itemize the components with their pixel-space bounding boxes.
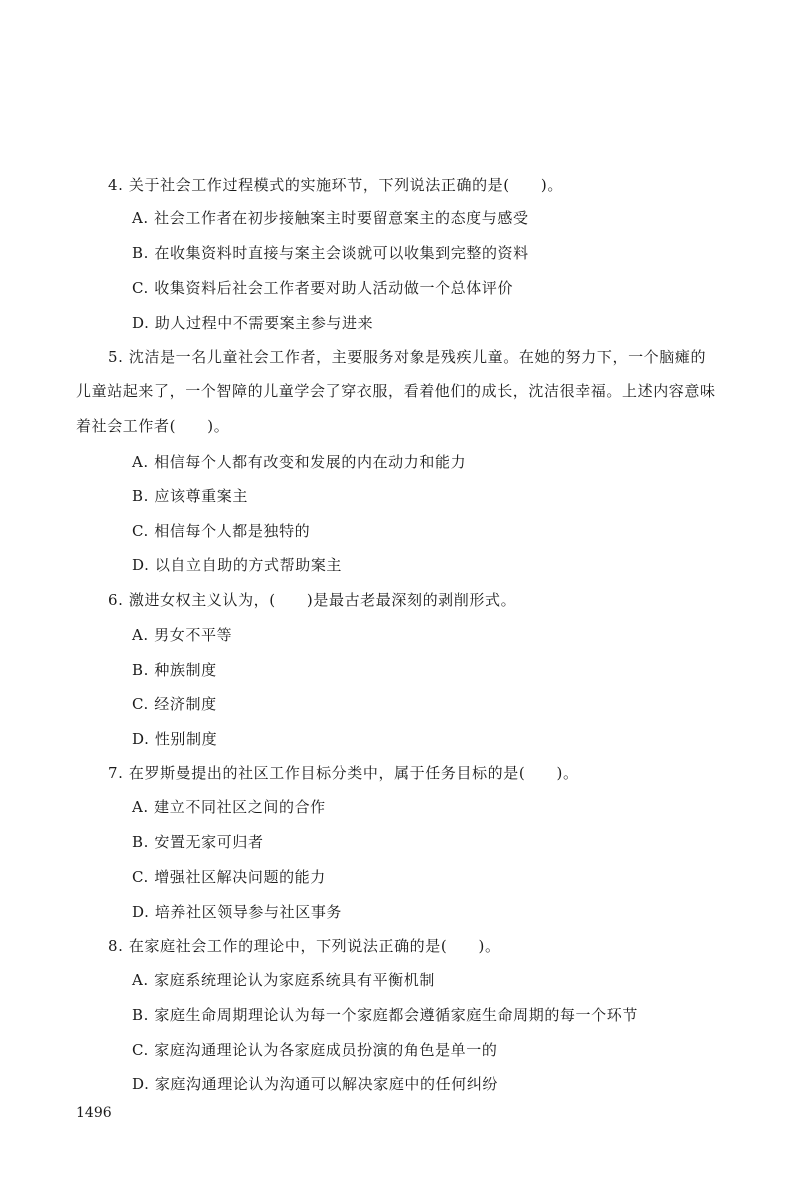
question-4-option-b: B. 在收集资料时直接与案主会谈就可以收集到完整的资料: [132, 244, 529, 262]
page-number: 1496: [76, 1105, 112, 1121]
question-7-option-a: A. 建立不同社区之间的合作: [132, 798, 326, 816]
question-5-option-d: D. 以自立自助的方式帮助案主: [132, 556, 343, 574]
question-5-stem-line-1: 5. 沈洁是一名儿童社会工作者，主要服务对象是残疾儿童。在她的努力下，一个脑瘫的: [108, 348, 707, 366]
question-8-stem: 8. 在家庭社会工作的理论中，下列说法正确的是( )。: [108, 937, 501, 955]
question-7-option-c: C. 增强社区解决问题的能力: [132, 868, 326, 886]
question-6-option-c: C. 经济制度: [132, 695, 217, 713]
question-4-option-d: D. 助人过程中不需要案主参与进来: [132, 314, 374, 332]
question-6-stem: 6. 激进女权主义认为，( )是最古老最深刻的剥削形式。: [108, 591, 517, 609]
question-5-option-a: A. 相信每个人都有改变和发展的内在动力和能力: [132, 453, 467, 471]
question-5-option-b: B. 应该尊重案主: [132, 487, 248, 505]
question-5-stem-line-3: 着社会工作者( )。: [76, 417, 230, 435]
question-7-option-b: B. 安置无家可归者: [132, 833, 264, 851]
question-6-option-a: A. 男女不平等: [132, 626, 233, 644]
question-8-option-d: D. 家庭沟通理论认为沟通可以解决家庭中的任何纠纷: [132, 1075, 499, 1093]
question-6-option-b: B. 种族制度: [132, 661, 217, 679]
question-7-stem: 7. 在罗斯曼提出的社区工作目标分类中，属于任务目标的是( )。: [108, 764, 579, 782]
question-7-option-d: D. 培养社区领导参与社区事务: [132, 903, 343, 921]
question-4-stem: 4. 关于社会工作过程模式的实施环节，下列说法正确的是( )。: [108, 176, 563, 194]
question-8-option-b: B. 家庭生命周期理论认为每一个家庭都会遵循家庭生命周期的每一个环节: [132, 1006, 638, 1024]
question-8-option-a: A. 家庭系统理论认为家庭系统具有平衡机制: [132, 971, 435, 989]
question-8-option-c: C. 家庭沟通理论认为各家庭成员扮演的角色是单一的: [132, 1041, 498, 1059]
question-5-stem-line-2: 儿童站起来了，一个智障的儿童学会了穿衣服，看着他们的成长，沈洁很幸福。上述内容意味: [76, 382, 716, 400]
question-5-option-c: C. 相信每个人都是独特的: [132, 522, 311, 540]
question-4-option-a: A. 社会工作者在初步接触案主时要留意案主的态度与感受: [132, 209, 529, 227]
question-4-option-c: C. 收集资料后社会工作者要对助人活动做一个总体评价: [132, 279, 514, 297]
question-6-option-d: D. 性别制度: [132, 730, 218, 748]
